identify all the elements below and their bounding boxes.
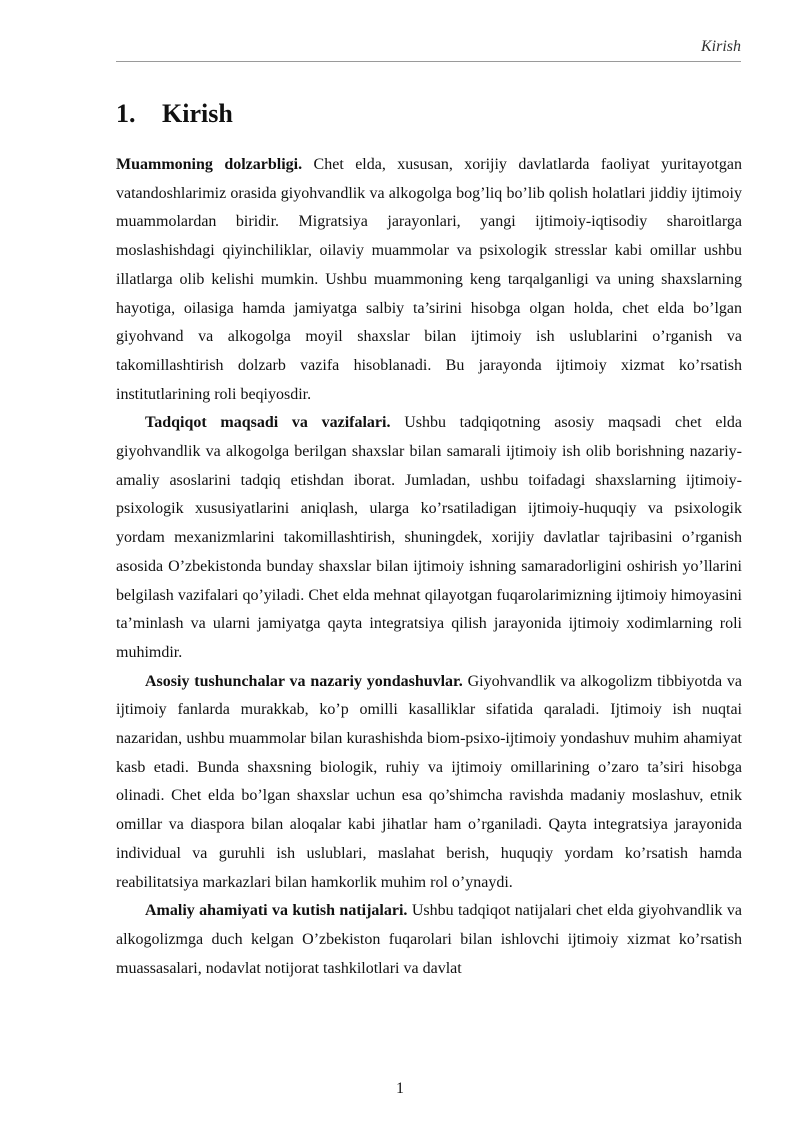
paragraph-concepts	[116, 668, 742, 898]
paragraph-body: Giyohvandlik va alkogolizm tibbiyotda va ijtimoiy fanlarda murakkab, ko’p omilli kasalliklar sifatida qaraladi. Ijtimoiy ish nuqtai nazaridan, ushbu muammolar bilan kurashishda biom-psixo-ijtimoiy yondashuv muhim ahamiyat kasb etadi. Bunda shaxsning biologik, ruhiy va ijtimoiy omillarining o’zaro ta’siri hisobga olinadi. Chet elda bo’lgan shaxslar uchun esa qo’shimcha ravishda madaniy moslashuv, etnik omillar va diaspora bilan aloqalar kabi jihatlar ham o’rganiladi. Qayta integratsiya jarayonida individual va guruhli ish uslublari, maslahat berish, huquqiy yordam ko’rsatish hamda reabilitatsiya markazlari bilan hamkorlik muhim rol o’ynaydi.	[116, 672, 743, 891]
paragraph-lead: Asosiy tushunchalar va nazariy yondashuvlar.	[145, 672, 463, 690]
chapter-heading	[116, 96, 233, 132]
paragraph-body: Chet elda, xususan, xorijiy davlatlarda faoliyat yuritayotgan vatandoshlarimiz orasida giyohvandlik va alkogolga bog’liq bo’lib qolish holatlari jiddiy ijtimoiy muammolardan biridir. Migratsiya jarayonlari, yangi ijtimoiy-iqtisodiy sharoitlarga moslashishdagi qiyinchiliklar, oilaviy muammolar va psixologik stresslar kabi omillar ushbu illatlarga olib kelishi mumkin. Ushbu muammoning keng tarqalganligi va uning shaxslarning hayotiga, oilasiga hamda jamiyatga salbiy ta’sirini hisobga olgan holda, chet elda bo’lgan giyohvand va alkogolga moyil shaxslar bilan ijtimoiy ish uslublarini o’rganish va takomillashtirish dolzarb vazifa hisoblanadi. Bu jarayonda ijtimoiy xizmat ko’rsatish institutlarining roli beqiyosdir.	[116, 156, 743, 403]
body-text	[116, 151, 742, 983]
paragraph-practical	[116, 897, 742, 983]
paragraph-lead: Muammoning dolzarbligi.	[116, 156, 303, 173]
paragraph-body: Ushbu tadqiqotning asosiy maqsadi chet elda giyohvandlik va alkogolga berilgan shaxslar bilan samarali ijtimoiy ish olib borishning nazariy-amaliy asoslarini tadqiq etishdan iborat. Jumladan, ushbu toifadagi shaxslarning ijtimoiy-psixologik xususiyatlarini aniqlash, ularga ko’rsatiladigan ijtimoiy-huquqiy va psixologik yordam mexanizmlarini takomillashtirish, shuningdek, xorijiy davlatlar tajribasini o’rganish asosida O’zbekistonda bunday shaxslar bilan ijtimoiy ishning samaradorligini oshirish yo’llarini belgilash vazifalari qo’yiladi. Chet elda mehnat qilayotgan fuqarolarimizning ijtimoiy himoyasini ta’minlash va ularni jamiyatga qayta integratsiya qilish jarayonida ijtimoiy xodimlarning roli muhimdir.	[116, 414, 743, 661]
paragraph-body: Ushbu tadqiqot natijalari chet elda giyohvandlik va alkogolizmga duch kelgan O’zbekiston fuqarolari bilan ishlovchi ijtimoiy xizmat ko’rsatish muassasalari, nodavlat notijorat tashkilotlari va davlat	[116, 902, 743, 977]
paragraph-lead: Tadqiqot maqsadi va vazifalari.	[145, 414, 391, 432]
paragraph-goals	[116, 409, 742, 667]
chapter-title: Kirish	[162, 99, 233, 128]
running-header: Kirish	[700, 38, 741, 55]
paragraph-relevance	[116, 151, 742, 409]
header-divider	[116, 61, 741, 62]
paragraph-lead: Amaliy ahamiyati va kutish natijalari.	[145, 902, 408, 920]
page-number: 1	[396, 1080, 404, 1097]
chapter-number: 1.	[116, 99, 136, 128]
